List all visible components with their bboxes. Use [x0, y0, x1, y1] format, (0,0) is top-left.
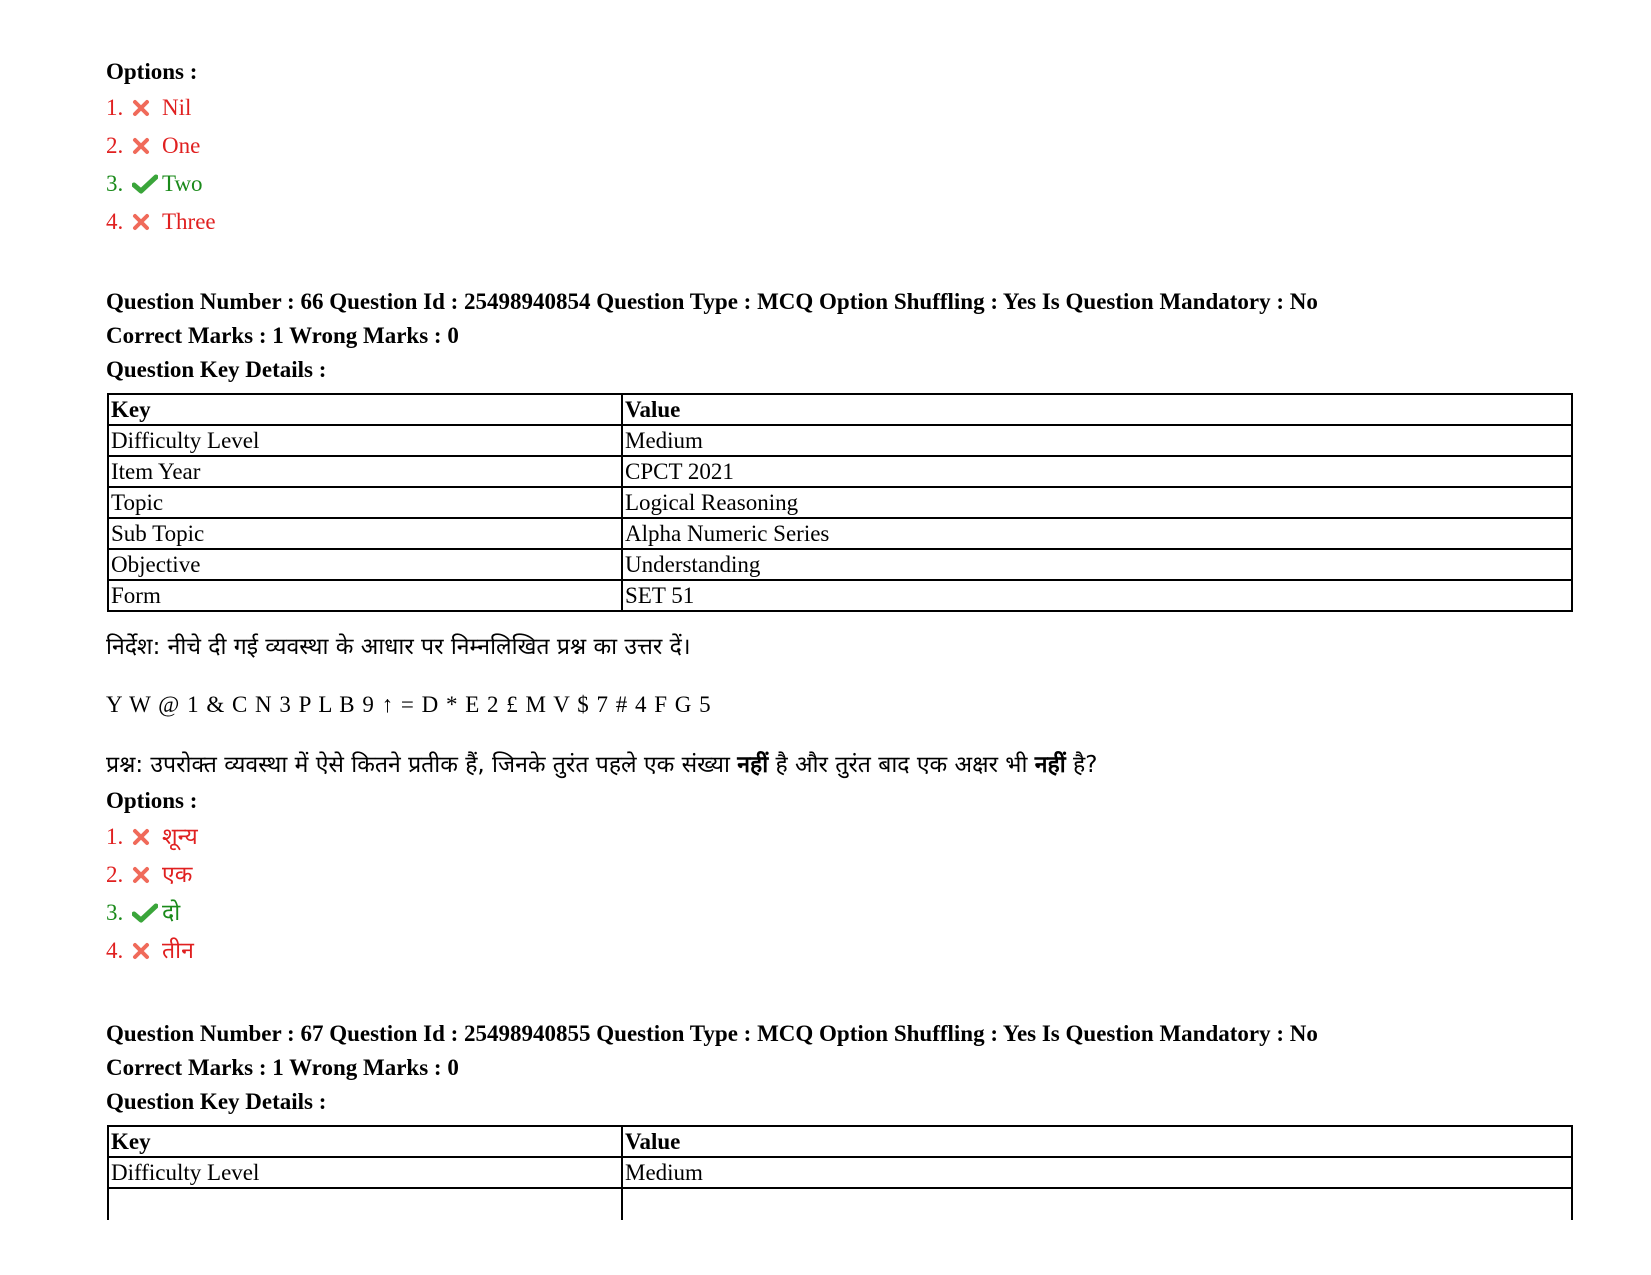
option-text: One — [162, 133, 201, 158]
cell-value: Understanding — [622, 549, 1572, 580]
header-value: Value — [622, 394, 1572, 425]
question-66-header — [106, 285, 1576, 387]
option-item — [106, 894, 1576, 932]
option-number: 4. — [106, 209, 124, 234]
question-67-key-table-wrap — [106, 1125, 1576, 1220]
table-row — [108, 425, 1572, 456]
symbol-series: Y W @ 1 & C N 3 P L B 9 ↑ = D * E 2 £ M V $ 7 # 4 F G 5 — [106, 692, 712, 717]
question-meta: Question Number : 67 Question Id : 25498940855 Question Type : MCQ Option Shuffling : Yes Is Question Mandatory : No — [106, 1021, 1318, 1046]
options-label: Options : — [106, 788, 198, 813]
question-67-header — [106, 1017, 1576, 1119]
table-row-empty — [108, 1188, 1572, 1220]
cell-key: Form — [108, 580, 622, 611]
question-meta: Question Number : 66 Question Id : 25498940854 Question Type : MCQ Option Shuffling : Yes Is Question Mandatory : No — [106, 289, 1318, 314]
question-key-table — [107, 393, 1573, 612]
table-row — [108, 580, 1572, 611]
option-text: एक — [162, 862, 193, 888]
cell-key — [108, 1188, 622, 1220]
question-text-part: है? — [1065, 752, 1098, 778]
table-row — [108, 487, 1572, 518]
cross-icon — [132, 99, 162, 117]
cell-value — [622, 1188, 1572, 1220]
table-row — [108, 1157, 1572, 1188]
cell-value: CPCT 2021 — [622, 456, 1572, 487]
option-item — [106, 818, 1576, 856]
key-details-label: Question Key Details : — [106, 357, 327, 382]
cell-value: Alpha Numeric Series — [622, 518, 1572, 549]
cell-key: Item Year — [108, 456, 622, 487]
option-item — [106, 89, 1576, 127]
key-details-label: Question Key Details : — [106, 1089, 327, 1114]
question-emphasis: नहीं — [737, 752, 769, 778]
option-number: 4. — [106, 938, 124, 963]
cell-key: Topic — [108, 487, 622, 518]
prev-options-section — [106, 55, 1576, 241]
options-list — [106, 89, 1576, 241]
question-text — [106, 748, 1576, 782]
header-value: Value — [622, 1126, 1572, 1157]
question-66-key-table-wrap — [106, 393, 1576, 612]
table-row — [108, 518, 1572, 549]
cell-value: Medium — [622, 1157, 1572, 1188]
cross-icon — [132, 828, 162, 846]
table-header-row — [108, 1126, 1572, 1157]
cross-icon — [132, 866, 162, 884]
option-number: 2. — [106, 862, 124, 887]
cell-value: Medium — [622, 425, 1572, 456]
cross-icon — [132, 942, 162, 960]
question-marks: Correct Marks : 1 Wrong Marks : 0 — [106, 1055, 459, 1080]
options-list — [106, 818, 1576, 970]
option-item — [106, 127, 1576, 165]
option-text: Nil — [162, 95, 192, 120]
question-marks: Correct Marks : 1 Wrong Marks : 0 — [106, 323, 459, 348]
table-row — [108, 456, 1572, 487]
options-label: Options : — [106, 59, 198, 84]
option-text: दो — [162, 900, 181, 926]
question-text-part: प्रश्न: उपरोक्त व्यवस्था में ऐसे कितने प्रतीक हैं, जिनके तुरंत पहले एक संख्या — [106, 752, 738, 778]
option-number: 2. — [106, 133, 124, 158]
option-item — [106, 165, 1576, 203]
q66-options-section — [106, 784, 1576, 970]
option-item — [106, 203, 1576, 241]
cell-value: Logical Reasoning — [622, 487, 1572, 518]
check-icon — [132, 174, 162, 194]
header-key: Key — [108, 1126, 622, 1157]
table-header-row — [108, 394, 1572, 425]
option-text: Two — [162, 171, 203, 196]
option-text: शून्य — [162, 824, 198, 850]
option-number: 3. — [106, 900, 124, 925]
option-item — [106, 932, 1576, 970]
option-text: Three — [162, 209, 216, 234]
cell-key: Objective — [108, 549, 622, 580]
question-text-part: है और तुरंत बाद एक अक्षर भी — [768, 752, 1035, 778]
option-item — [106, 856, 1576, 894]
option-number: 1. — [106, 824, 124, 849]
option-text: तीन — [162, 938, 194, 964]
header-key: Key — [108, 394, 622, 425]
option-number: 1. — [106, 95, 124, 120]
table-row — [108, 549, 1572, 580]
direction-text: निर्देश: नीचे दी गई व्यवस्था के आधार पर निम्नलिखित प्रश्न का उत्तर दें। — [106, 634, 691, 660]
cross-icon — [132, 213, 162, 231]
question-key-table — [107, 1125, 1573, 1220]
cell-key: Sub Topic — [108, 518, 622, 549]
cross-icon — [132, 137, 162, 155]
question-emphasis: नहीं — [1034, 752, 1066, 778]
cell-value: SET 51 — [622, 580, 1572, 611]
check-icon — [132, 903, 162, 923]
option-number: 3. — [106, 171, 124, 196]
cell-key: Difficulty Level — [108, 425, 622, 456]
cell-key: Difficulty Level — [108, 1157, 622, 1188]
